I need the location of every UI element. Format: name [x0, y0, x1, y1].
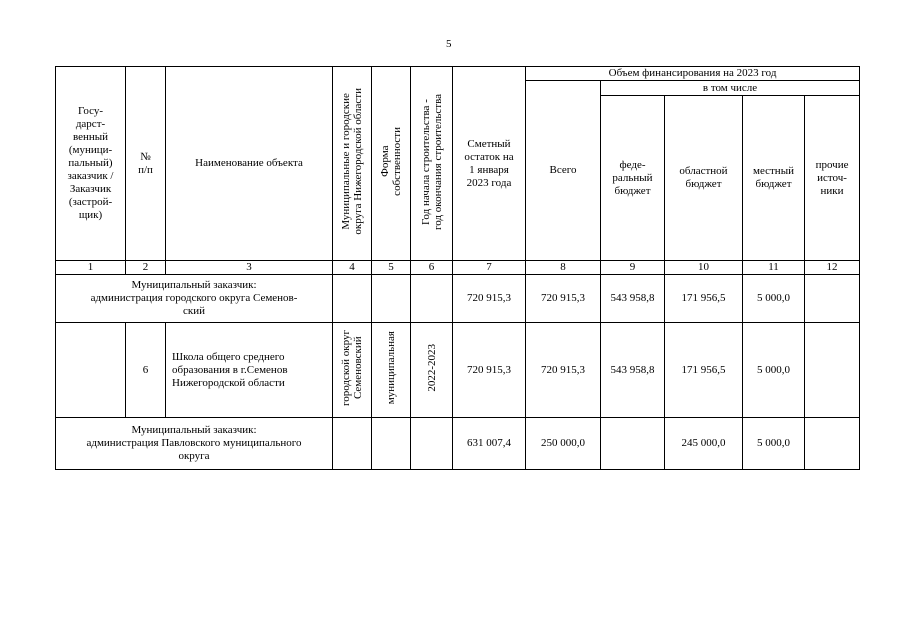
- column-number: 4: [333, 261, 372, 275]
- header-including: в том числе: [601, 81, 860, 96]
- customer-pavlovo: Муниципальный заказчик: администрация Павловского муниципального округа: [56, 418, 333, 470]
- column-number: 8: [526, 261, 601, 275]
- regional-value: 171 956,5: [665, 275, 743, 323]
- header-remaining: Сметный остаток на 1 января 2023 года: [453, 67, 526, 261]
- local-value: 5 000,0: [743, 418, 805, 470]
- column-number: 9: [601, 261, 665, 275]
- column-number: 1: [56, 261, 126, 275]
- table-row: [56, 275, 860, 323]
- column-number: 12: [805, 261, 860, 275]
- ownership-cell: [372, 323, 411, 418]
- header-years-cell: [411, 67, 453, 261]
- total-value: 250 000,0: [526, 418, 601, 470]
- column-number: 10: [665, 261, 743, 275]
- header-district-cell: [333, 67, 372, 261]
- header-federal: феде- ральный бюджет: [601, 96, 665, 261]
- empty-cell: [372, 275, 411, 323]
- empty-cell: [411, 418, 453, 470]
- object-number: 6: [126, 323, 166, 418]
- header-other: прочие источ- ники: [805, 96, 860, 261]
- column-number: 11: [743, 261, 805, 275]
- remaining-value: 720 915,3: [453, 275, 526, 323]
- empty-cell: [411, 275, 453, 323]
- header-object-name: Наименование объекта: [166, 67, 333, 261]
- empty-cell: [372, 418, 411, 470]
- header-total: Всего: [526, 81, 601, 261]
- empty-cell: [333, 418, 372, 470]
- regional-value: 171 956,5: [665, 323, 743, 418]
- table-row: [56, 323, 860, 418]
- customer-semenov: Муниципальный заказчик: администрация городского округа Семенов- ский: [56, 275, 333, 323]
- header-number: № п/п: [126, 67, 166, 261]
- header-financing-group: Объем финансирования на 2023 год: [526, 67, 860, 81]
- page-number: 5: [446, 38, 452, 50]
- header-local: местный бюджет: [743, 96, 805, 261]
- header-customer: Госу- дарст- венный (муници- пальный) заказчик / Заказчик (застрой- щик): [56, 67, 126, 261]
- header-regional: областной бюджет: [665, 96, 743, 261]
- object-years: 2022-2023: [425, 344, 438, 392]
- other-value: [805, 275, 860, 323]
- header-ownership-cell: [372, 67, 411, 261]
- financing-table: [55, 66, 860, 470]
- other-value: [805, 323, 860, 418]
- header-ownership: Форма собственности: [379, 127, 403, 196]
- remaining-value: 720 915,3: [453, 323, 526, 418]
- column-number: 3: [166, 261, 333, 275]
- header-years: Год начала строительства - год окончания строительства: [419, 93, 444, 230]
- header-district: Муниципальные и городские округа Нижегородской области: [340, 88, 364, 235]
- table-row: [56, 418, 860, 470]
- local-value: 5 000,0: [743, 275, 805, 323]
- district-cell: [333, 323, 372, 418]
- federal-value: [601, 418, 665, 470]
- column-number: 5: [372, 261, 411, 275]
- empty-cell: [56, 323, 126, 418]
- object-district: городской округ Семеновский: [340, 329, 364, 407]
- empty-cell: [333, 275, 372, 323]
- years-cell: [411, 323, 453, 418]
- total-value: 720 915,3: [526, 275, 601, 323]
- object-ownership: муниципальная: [385, 331, 397, 405]
- remaining-value: 631 007,4: [453, 418, 526, 470]
- federal-value: 543 958,8: [601, 275, 665, 323]
- total-value: 720 915,3: [526, 323, 601, 418]
- column-numbers-row: [56, 261, 860, 275]
- object-name: Школа общего среднего образования в г.Семенов Нижегородской области: [166, 323, 333, 418]
- other-value: [805, 418, 860, 470]
- column-number: 6: [411, 261, 453, 275]
- federal-value: 543 958,8: [601, 323, 665, 418]
- column-number: 7: [453, 261, 526, 275]
- local-value: 5 000,0: [743, 323, 805, 418]
- regional-value: 245 000,0: [665, 418, 743, 470]
- column-number: 2: [126, 261, 166, 275]
